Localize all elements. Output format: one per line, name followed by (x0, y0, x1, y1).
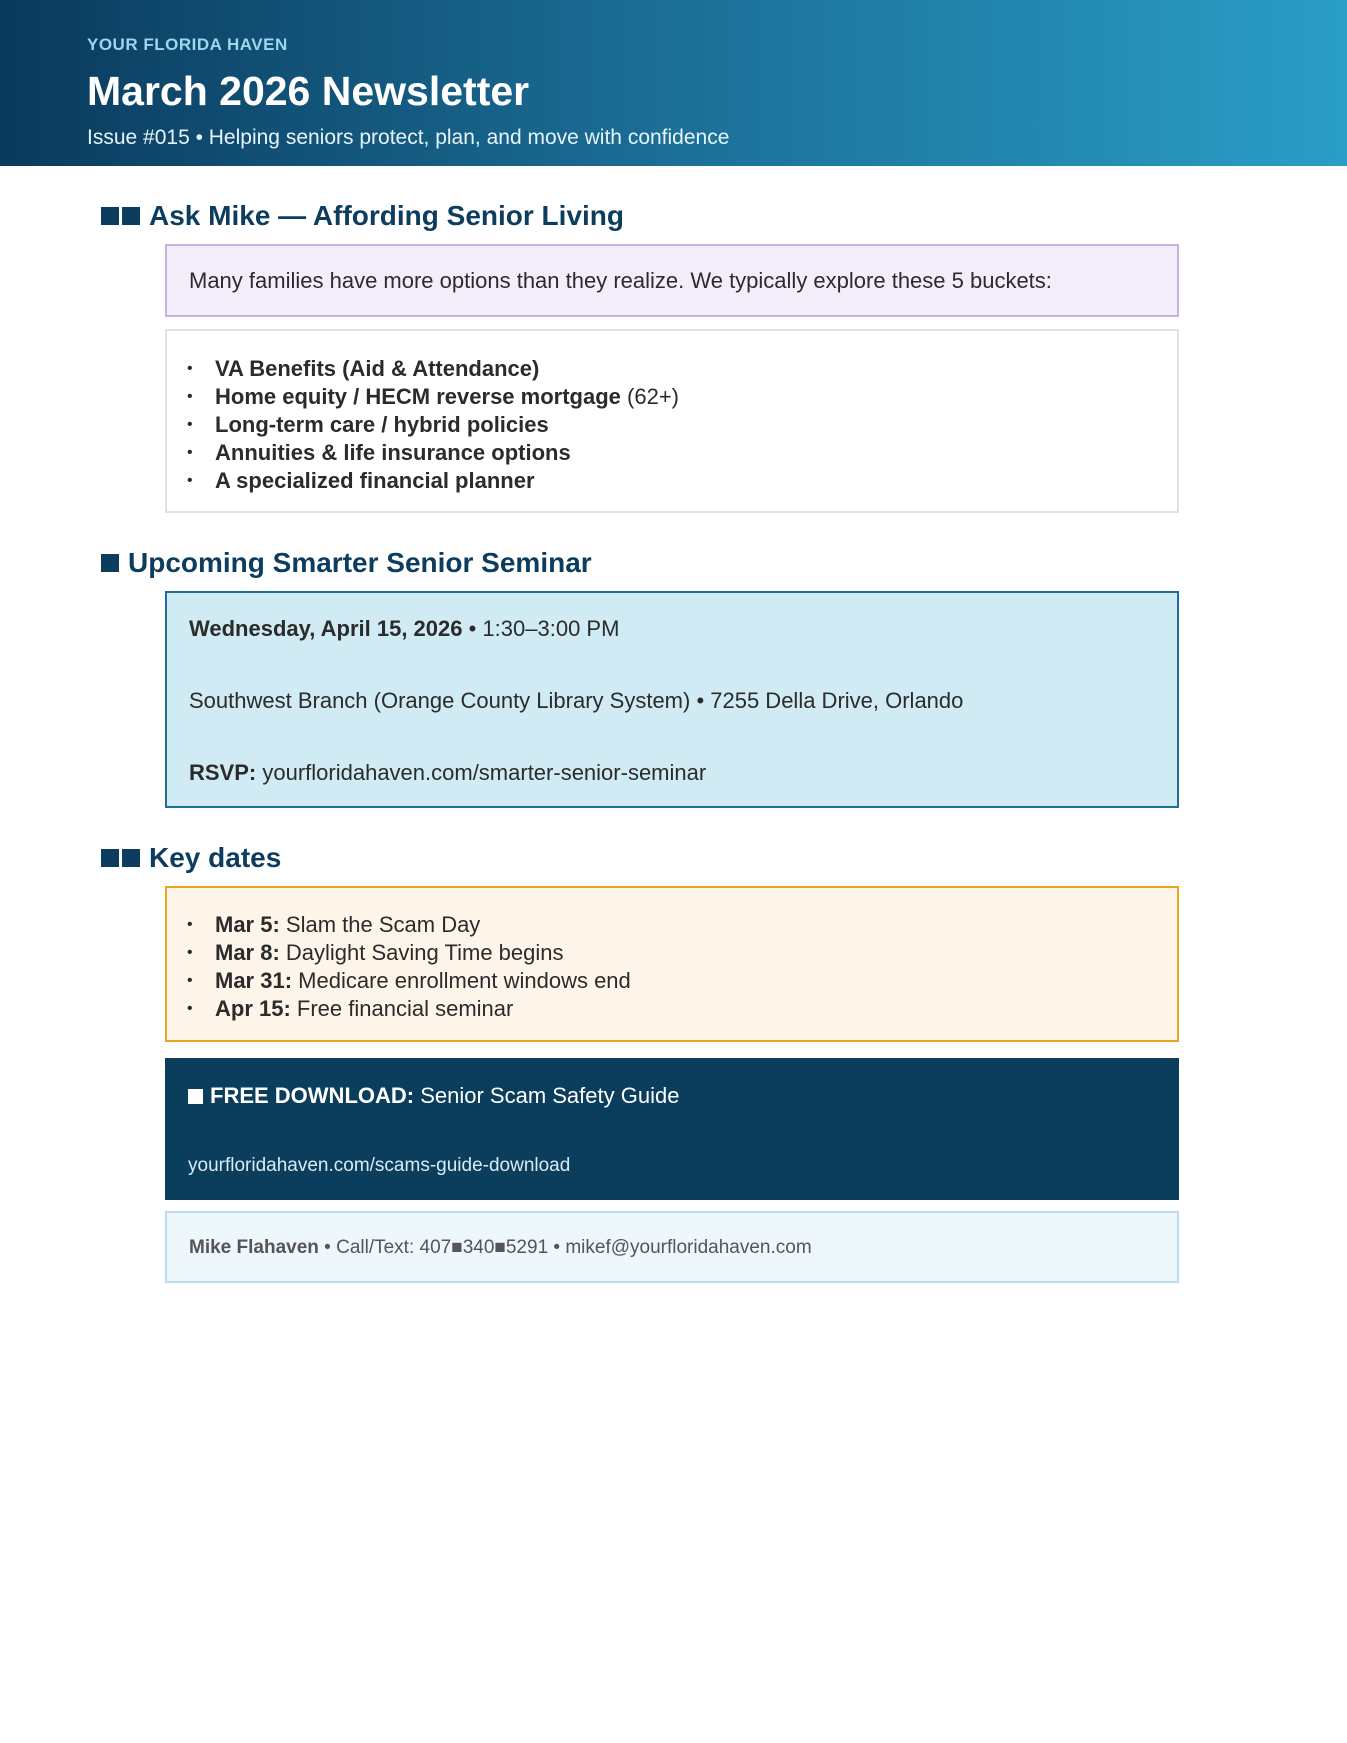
key-dates-heading (101, 842, 281, 874)
square-bullet-icon (122, 207, 140, 225)
issue-subtitle: Issue #015 • Helping seniors protect, plan, and move with confidence (87, 126, 730, 149)
key-date-event: Free financial seminar (290, 996, 514, 1021)
rsvp-link[interactable]: yourfloridahaven.com/smarter-senior-seminar (256, 760, 707, 785)
square-bullet-icon (101, 554, 119, 572)
newsletter-header (0, 0, 1347, 166)
key-date: Mar 5: (215, 912, 280, 937)
ask-mike-intro-box (165, 244, 1179, 317)
list-item-bold: Annuities & life insurance options (215, 440, 571, 465)
seminar-time: • 1:30–3:00 PM (462, 616, 620, 641)
key-date: Mar 8: (215, 940, 280, 965)
contact-name: Mike Flahaven (189, 1237, 319, 1258)
key-dates-list (187, 911, 631, 1023)
seminar-details-box (165, 591, 1179, 808)
key-dates-heading-text: Key dates (149, 842, 282, 873)
square-bullet-icon (188, 1089, 203, 1104)
key-date-event: Slam the Scam Day (279, 912, 481, 937)
download-title-line (188, 1083, 679, 1109)
contact-box (165, 1211, 1179, 1283)
download-link[interactable]: yourfloridahaven.com/scams-guide-download (188, 1155, 571, 1176)
list-item (187, 967, 631, 995)
seminar-date: Wednesday, April 15, 2026 (189, 616, 463, 641)
list-item (187, 383, 679, 411)
free-download-callout (165, 1058, 1179, 1200)
seminar-rsvp[interactable] (189, 760, 706, 786)
funding-options-box (165, 329, 1179, 513)
list-item-text: (62+) (620, 384, 679, 409)
key-date: Apr 15: (215, 996, 291, 1021)
square-bullet-icon (122, 849, 140, 867)
seminar-heading-text: Upcoming Smarter Senior Seminar (128, 547, 592, 578)
contact-line (189, 1237, 812, 1259)
contact-details[interactable]: • Call/Text: 407■340■5291 • mikef@yourfloridahaven.com (318, 1237, 812, 1258)
list-item-bold: A specialized financial planner (215, 468, 535, 493)
brand-name: YOUR FLORIDA HAVEN (87, 35, 288, 54)
page-title: March 2026 Newsletter (87, 68, 530, 114)
funding-options-list (187, 355, 679, 495)
key-date-event: Daylight Saving Time begins (279, 940, 564, 965)
list-item-bold: VA Benefits (Aid & Attendance) (215, 356, 540, 381)
list-item (187, 467, 679, 495)
seminar-datetime (189, 616, 619, 642)
key-date-event: Medicare enrollment windows end (292, 968, 631, 993)
download-title: Senior Scam Safety Guide (414, 1083, 680, 1108)
seminar-location: Southwest Branch (Orange County Library System) • 7255 Della Drive, Orlando (189, 688, 964, 713)
key-date: Mar 31: (215, 968, 293, 993)
seminar-heading (101, 547, 592, 579)
key-dates-box (165, 886, 1179, 1042)
ask-mike-heading (101, 200, 624, 232)
list-item-bold: Long-term care / hybrid policies (215, 412, 549, 437)
list-item (187, 355, 679, 383)
list-item (187, 939, 631, 967)
list-item (187, 439, 679, 467)
rsvp-label: RSVP: (189, 760, 257, 785)
square-bullet-icon (101, 207, 119, 225)
list-item (187, 411, 679, 439)
list-item (187, 995, 631, 1023)
ask-mike-intro-text: Many families have more options than they realize. We typically explore these 5 buckets: (189, 268, 1052, 293)
square-bullet-icon (101, 849, 119, 867)
ask-mike-heading-text: Ask Mike — Affording Senior Living (149, 200, 625, 231)
list-item-bold: Home equity / HECM reverse mortgage (215, 384, 621, 409)
download-label: FREE DOWNLOAD: (210, 1083, 415, 1108)
list-item (187, 911, 631, 939)
